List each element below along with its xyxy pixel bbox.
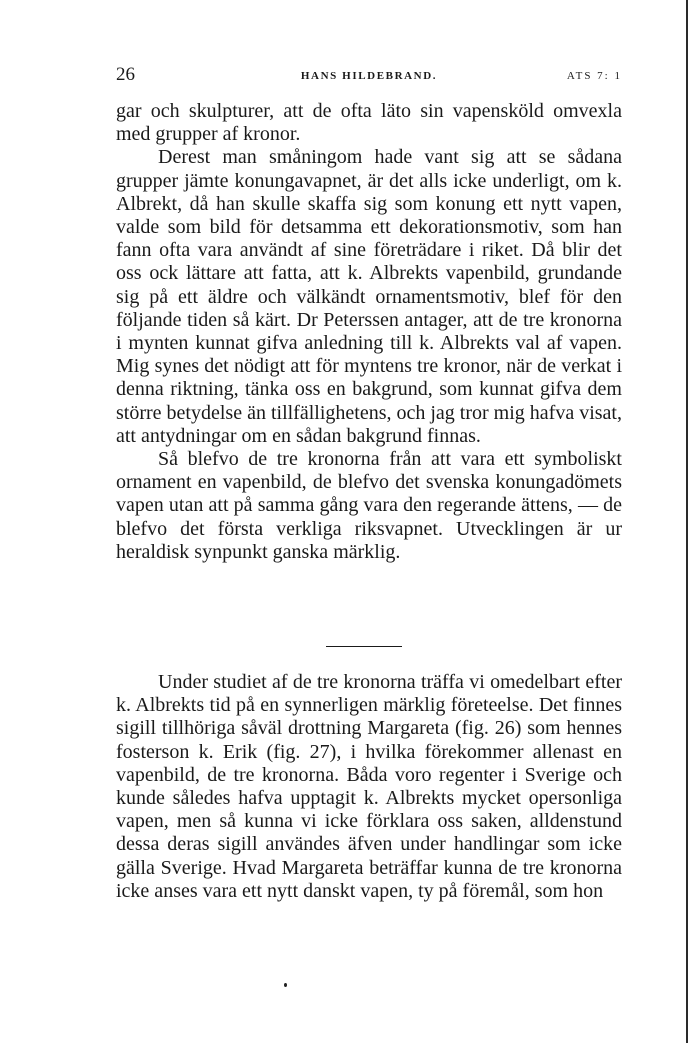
paragraph: Under studiet af de tre kronorna träffa vi omedelbart efter k. Albrekts tid på en synnerligen märklig företeelse. Det finnes sigill tillhöriga såväl drottning Margareta (fig. 26) som hennes fosterson k. Erik (fig. 27), i hvilka förekommer allenast en vapenbild, de tre kronorna. Båda voro regenter i Sverige och kunde således hafva upptagit k. Albrekts mycket opersonliga vapen, men så kunna vi icke förklara oss saken, alldenstund dessa deras sigill användes äfven under handlingar som icke gälla Sverige. Hvad Margareta beträffar kunna de tre kronorna icke anses vara ett nytt danskt vapen, ty på föremål, som hon xyxy=(116,671,622,902)
text-section-2 xyxy=(116,671,622,903)
page-header xyxy=(116,64,622,88)
page-number: 26 xyxy=(116,64,135,85)
running-title: HANS HILDEBRAND. xyxy=(300,70,438,82)
ink-speck xyxy=(284,983,287,987)
paragraph: Derest man småningom hade vant sig att se sådana grupper jämte konungavapnet, är det alls icke underligt, om k. Albrekt, då han skulle skaffa sig som konung ett nytt vapen, valde som bild för detsamma ett dekorationsmotiv, som han fann ofta vara användt af sine företrädare i riket. Då blir det oss ock lättare att fatta, att k. Albrekts vapenbild, grundande sig på ett äldre och välkändt ornamentsmotiv, blef för den följande tiden så kärt. Dr Peterssen antager, att de tre kronorna i mynten kunnat gifva anledning till k. Albrekts val af vapen. Mig synes det nödigt att för myntens tre kronor, när de verkat i denna riktning, tänka oss en bakgrund, som kunnat gifva dem större betydelse än tillfällighetens, och jag tror mig hafva visat, att antydningar om en sådan bakgrund finnas. xyxy=(116,146,622,447)
text-section-1 xyxy=(116,100,622,564)
printer-signature: ATS 7: 1 xyxy=(566,70,622,82)
paragraph: Så blefvo de tre kronorna från att vara ett symboliskt ornament en vapenbild, de blefvo det svenska konungadömets vapen utan att på samma gång vara den regerande ättens, — de blefvo det första verkliga riksvapnet. Utvecklingen är ur heraldisk synpunkt ganska märklig. xyxy=(116,448,622,563)
paragraph-continuation: gar och skulpturer, att de ofta läto sin vapensköld omvexla med grupper af kronor. xyxy=(116,100,622,146)
section-divider xyxy=(326,646,402,647)
